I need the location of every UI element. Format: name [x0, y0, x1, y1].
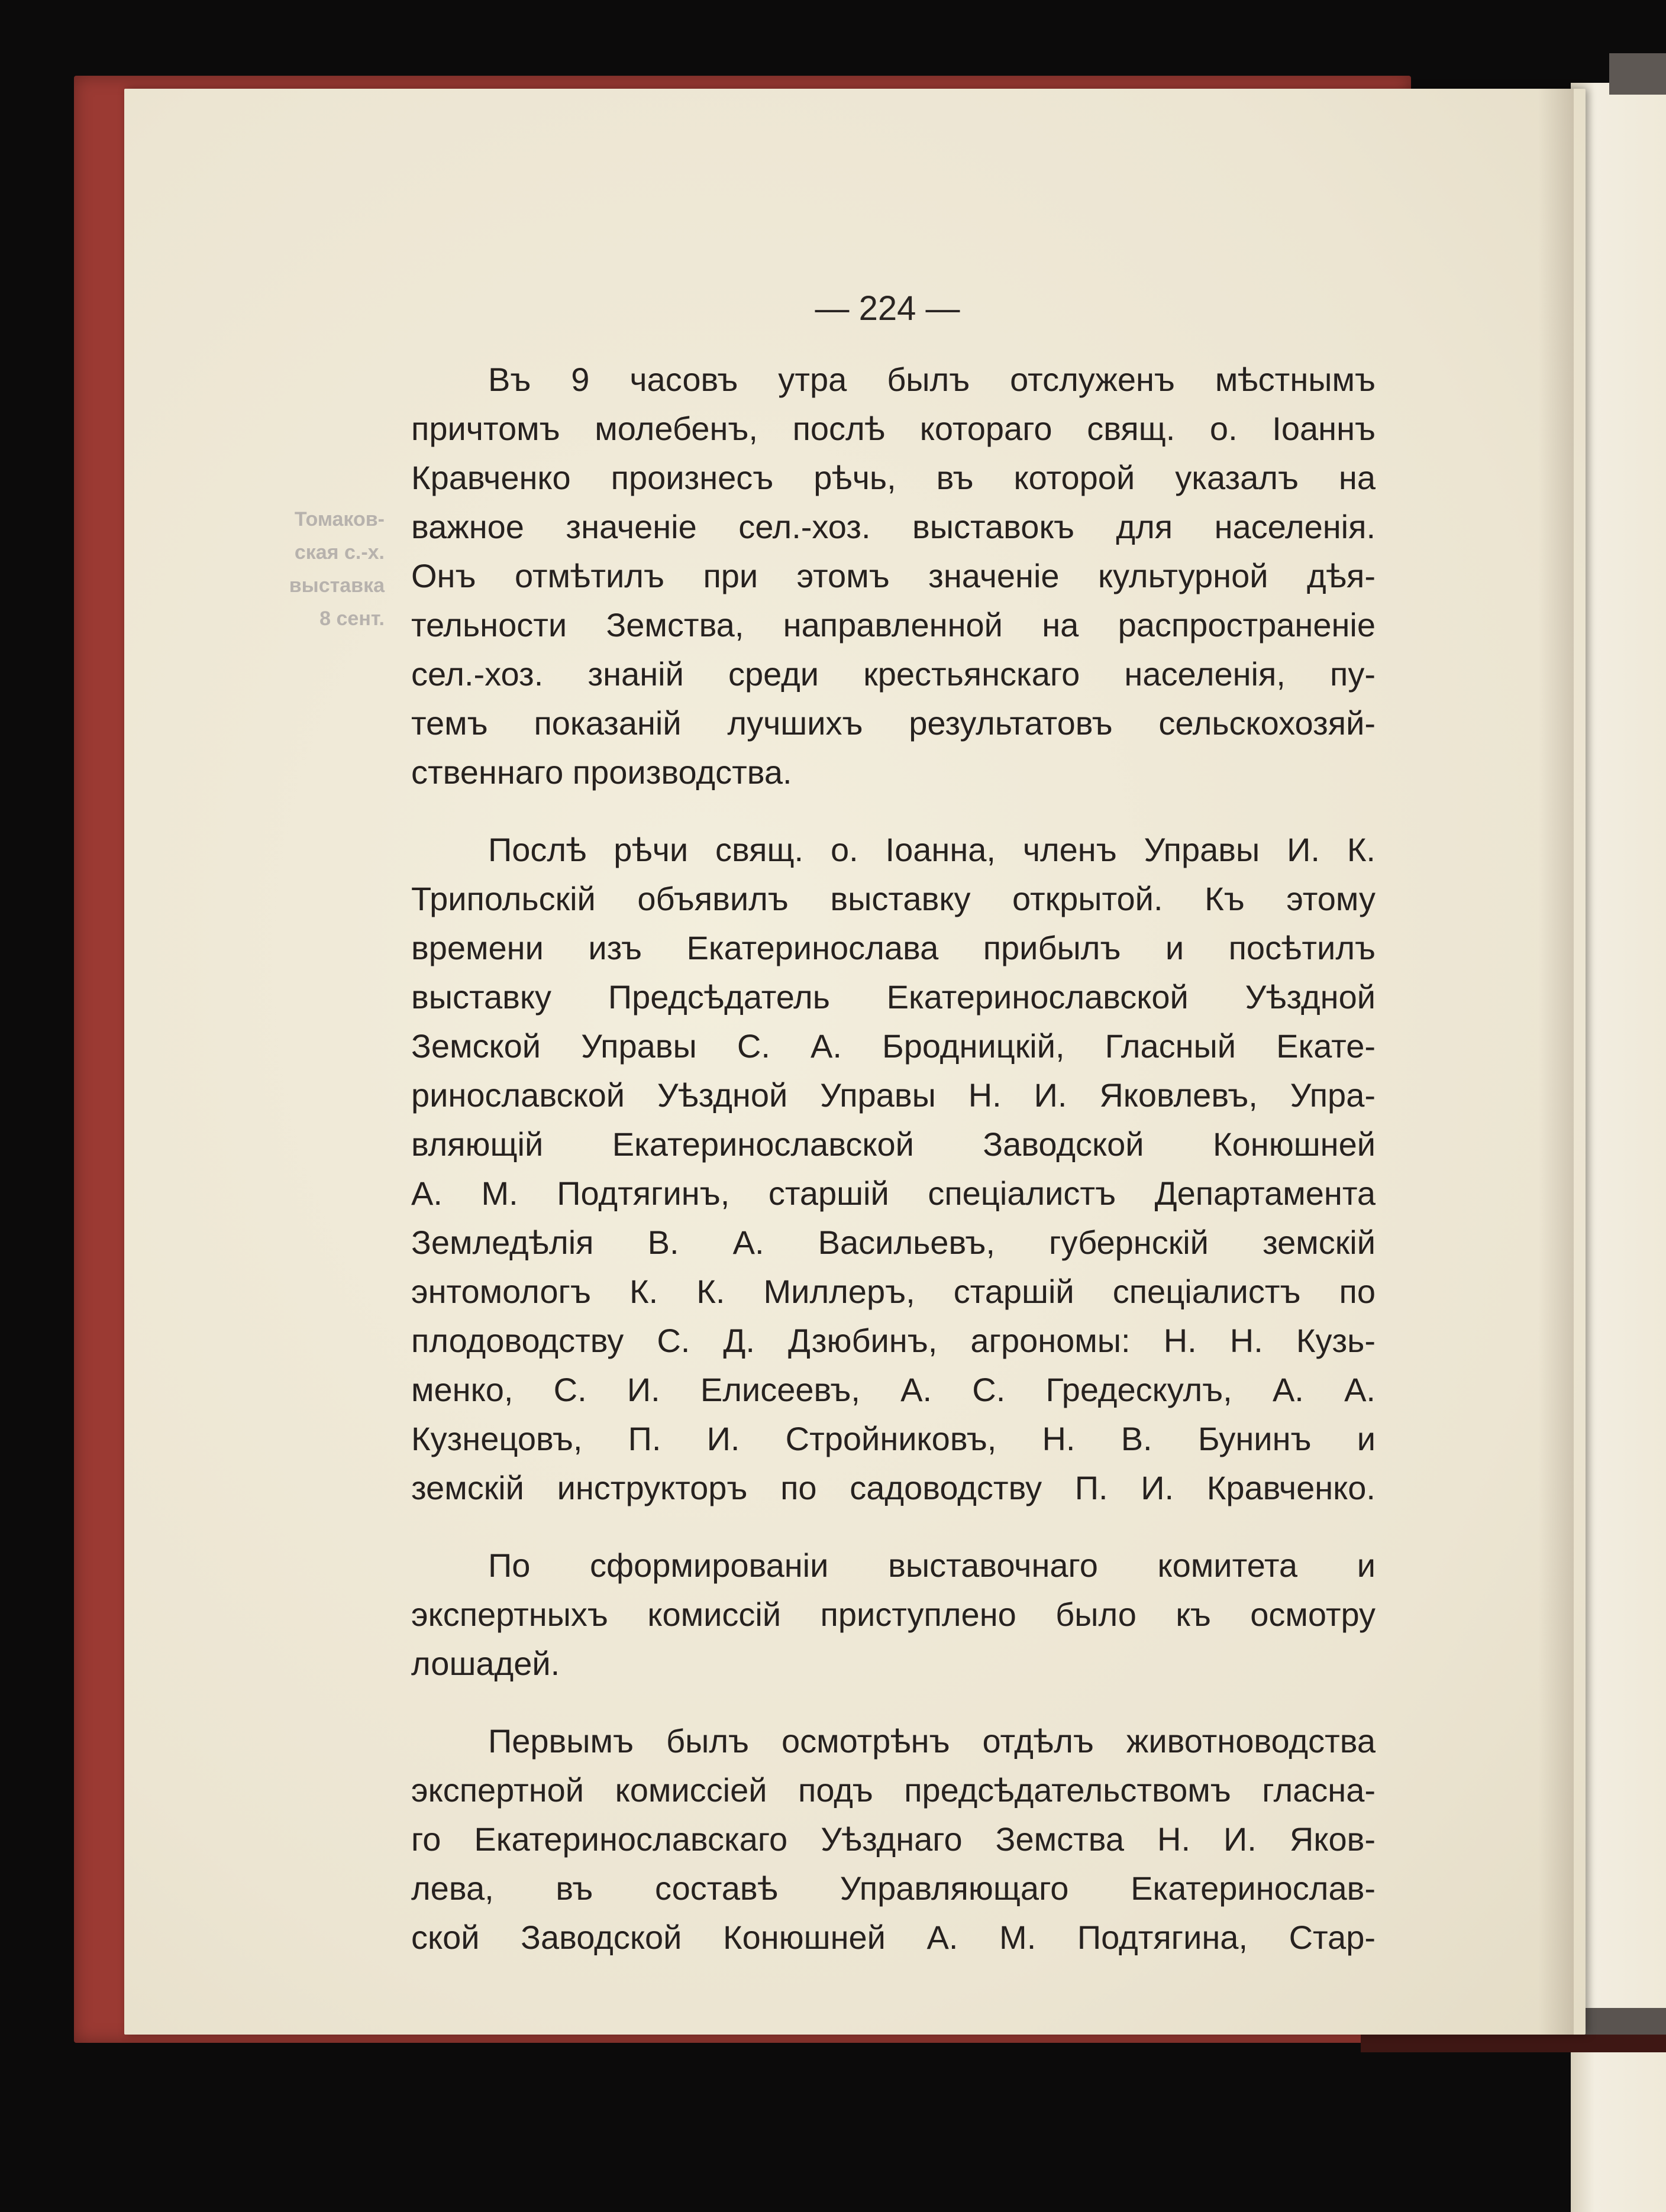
paragraph-4 — [411, 1716, 1376, 1962]
text-line: менко, С. И. Елисеевъ, А. С. Гредескулъ, А. А. — [411, 1371, 1376, 1408]
text-line: сел.-хоз. знаній среди крестьянскаго населенія, пу- — [411, 655, 1376, 693]
text-line: темъ показаній лучшихъ результатовъ сельскохозяй- — [411, 704, 1376, 742]
text-line: энтомологъ К. К. Миллеръ, старшій спеціалистъ по — [411, 1273, 1376, 1310]
text-line: Земледѣлія В. А. Васильевъ, губернскій земскій — [411, 1224, 1376, 1261]
text-line: важное значеніе сел.-хоз. выставокъ для населенія. — [411, 508, 1376, 545]
paragraph-3 — [411, 1541, 1376, 1688]
text-line: ринославской Уѣздной Управы Н. И. Яковлевъ, Упра- — [411, 1076, 1376, 1114]
text-line: ской Заводской Конюшней А. М. Подтягина, Стар- — [411, 1919, 1376, 1956]
text-line: экспертныхъ комиссій приступлено было къ осмотру — [411, 1596, 1376, 1633]
margin-note-line: ская с.-х. — [294, 541, 385, 564]
margin-note-line: выставка — [289, 574, 385, 597]
text-line: Послѣ рѣчи свящ. о. Іоанна, членъ Управы И. К. — [488, 831, 1376, 868]
page-gutter-shadow — [1538, 89, 1574, 2035]
page-number: — 224 — — [815, 289, 960, 328]
text-line: лева, въ составѣ Управляющаго Екатеринослав- — [411, 1870, 1376, 1907]
text-line: плодоводству С. Д. Дзюбинъ, агрономы: Н. Н. Кузь- — [411, 1322, 1376, 1359]
text-line: ственнаго производства. — [411, 753, 792, 791]
text-line: вляющій Екатеринославской Заводской Конюшней — [411, 1126, 1376, 1163]
text-line: экспертной комиссіей подъ предсѣдательствомъ гласна- — [411, 1771, 1376, 1809]
text-line: Кравченко произнесъ рѣчь, въ которой указалъ на — [411, 459, 1376, 496]
margin-note-line: 8 сент. — [319, 607, 385, 630]
text-line: го Екатеринославскаго Уѣзднаго Земства Н. И. Яков- — [411, 1820, 1376, 1858]
text-line: причтомъ молебенъ, послѣ котораго свящ. о. Іоаннъ — [411, 410, 1376, 447]
binding-strip-top — [1609, 53, 1666, 95]
text-line: Въ 9 часовъ утра былъ отслуженъ мѣстнымъ — [488, 361, 1376, 398]
text-line: тельности Земства, направленной на распространеніе — [411, 606, 1376, 643]
text-line: А. М. Подтягинъ, старшій спеціалистъ Департамента — [411, 1175, 1376, 1212]
text-line: По сформированіи выставочнаго комитета и — [488, 1547, 1376, 1584]
text-line: Кузнецовъ, П. И. Стройниковъ, Н. В. Бунинъ и — [411, 1420, 1376, 1457]
text-line: Трипольскій объявилъ выставку открытой. Къ этому — [411, 880, 1376, 917]
text-line: Онъ отмѣтилъ при этомъ значеніе культурной дѣя- — [411, 557, 1376, 594]
margin-note-line: Томаков- — [294, 508, 385, 531]
text-line: Земской Управы С. А. Бродницкій, Гласный Екате- — [411, 1027, 1376, 1065]
binding-cloth-bottom — [1361, 2035, 1666, 2052]
paragraph-2 — [411, 825, 1376, 1512]
paragraph-1 — [411, 355, 1376, 797]
text-line: выставку Предсѣдатель Екатеринославской Уѣздной — [411, 978, 1376, 1016]
body-text — [411, 355, 1376, 1990]
text-line: времени изъ Екатеринослава прибылъ и посѣтилъ — [411, 929, 1376, 966]
text-line: лошадей. — [411, 1645, 560, 1682]
text-line: Первымъ былъ осмотрѣнъ отдѣлъ животноводства — [488, 1722, 1376, 1760]
margin-note — [266, 503, 385, 635]
text-line: земскій инструкторъ по садоводству П. И. Кравченко. — [411, 1469, 1376, 1506]
